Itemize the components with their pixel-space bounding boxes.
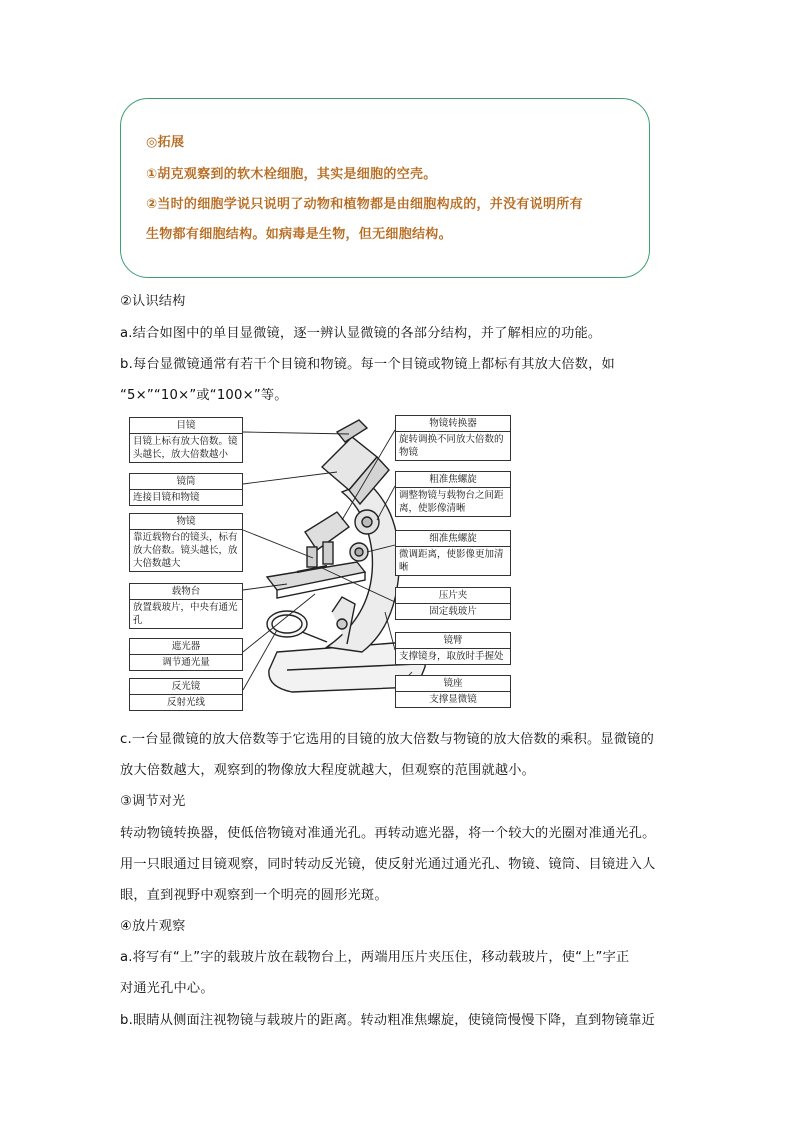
light-line-2: 用一只眼通过目镜观察，同时转动反光镜，使反射光通过通光孔、物镜、镜筒、目镜进入人 — [120, 857, 656, 872]
extension-callout — [120, 98, 650, 278]
label-fine-focus: 细准焦螺旋 微调距离，使影像更加清晰 — [395, 530, 511, 576]
observe-a-line-1: a.将写有“上”字的载玻片放在载物台上，两端用压片夹压住，移动载玻片，使“上”字正 — [120, 950, 630, 965]
paragraph-c-line-1: c.一台显微镜的放大倍数等于它选用的目镜的放大倍数与物镜的放大倍数的乘积。显微镜的 — [120, 732, 654, 747]
label-objective: 物镜 靠近载物台的镜头，标有放大倍数。镜头越长，放大倍数越大 — [129, 513, 243, 572]
section-heading-observe: ④放片观察 — [120, 919, 186, 934]
callout-title: ◎拓展 — [146, 135, 185, 150]
paragraph-b-line-1: b.每台显微镜通常有若干个目镜和物镜。每一个目镜或物镜上都标有其放大倍数，如 — [120, 357, 615, 372]
light-line-1: 转动物镜转换器，使低倍物镜对准通光孔。再转动遮光器，将一个较大的光圈对准通光孔。 — [120, 826, 656, 841]
paragraph-b-line-2: “5×”“10×”或“100×”等。 — [120, 388, 288, 403]
callout-line-2: ②当时的细胞学说只说明了动物和植物都是由细胞构成的，并没有说明所有 — [146, 197, 583, 212]
observe-b-line-1: b.眼睛从侧面注视物镜与载玻片的距离。转动粗准焦螺旋，使镜筒慢慢下降，直到物镜靠近 — [120, 1013, 656, 1028]
observe-a-line-2: 对通光孔中心。 — [120, 981, 214, 996]
label-diaphragm: 遮光器 调节通光量 — [129, 638, 243, 671]
label-coarse-focus: 粗准焦螺旋 调整物镜与载物台之间距离，使影像清晰 — [395, 471, 511, 517]
paragraph-a: a.结合如图中的单目显微镜，逐一辨认显微镜的各部分结构，并了解相应的功能。 — [120, 326, 602, 341]
label-mirror: 反光镜 反射光线 — [129, 678, 243, 711]
label-eyepiece: 目镜 目镜上标有放大倍数。镜头越长，放大倍数越小 — [129, 417, 243, 463]
callout-line-3: 生物都有细胞结构。如病毒是生物，但无细胞结构。 — [146, 227, 452, 242]
callout-line-1: ①胡克观察到的软木栓细胞，其实是细胞的空壳。 — [146, 167, 437, 182]
label-stage-clips: 压片夹 固定载玻片 — [395, 587, 511, 620]
light-line-3: 眼，直到视野中观察到一个明亮的圆形光斑。 — [120, 888, 388, 903]
label-tube: 镜筒 连接目镜和物镜 — [129, 473, 243, 506]
label-arm: 镜臂 支撑镜身，取放时手握处 — [395, 632, 511, 665]
section-heading-structure: ②认识结构 — [120, 294, 186, 309]
label-base: 镜座 支撑显微镜 — [395, 675, 511, 708]
label-nosepiece: 物镜转换器 旋转调换不同放大倍数的物镜 — [395, 415, 511, 461]
microscope-figure — [127, 412, 515, 710]
paragraph-c-line-2: 放大倍数越大，观察到的物像放大程度就越大，但观察的范围就越小。 — [120, 763, 536, 778]
label-stage: 载物台 放置载玻片，中央有通光孔 — [129, 583, 243, 629]
section-heading-light: ③调节对光 — [120, 794, 186, 809]
